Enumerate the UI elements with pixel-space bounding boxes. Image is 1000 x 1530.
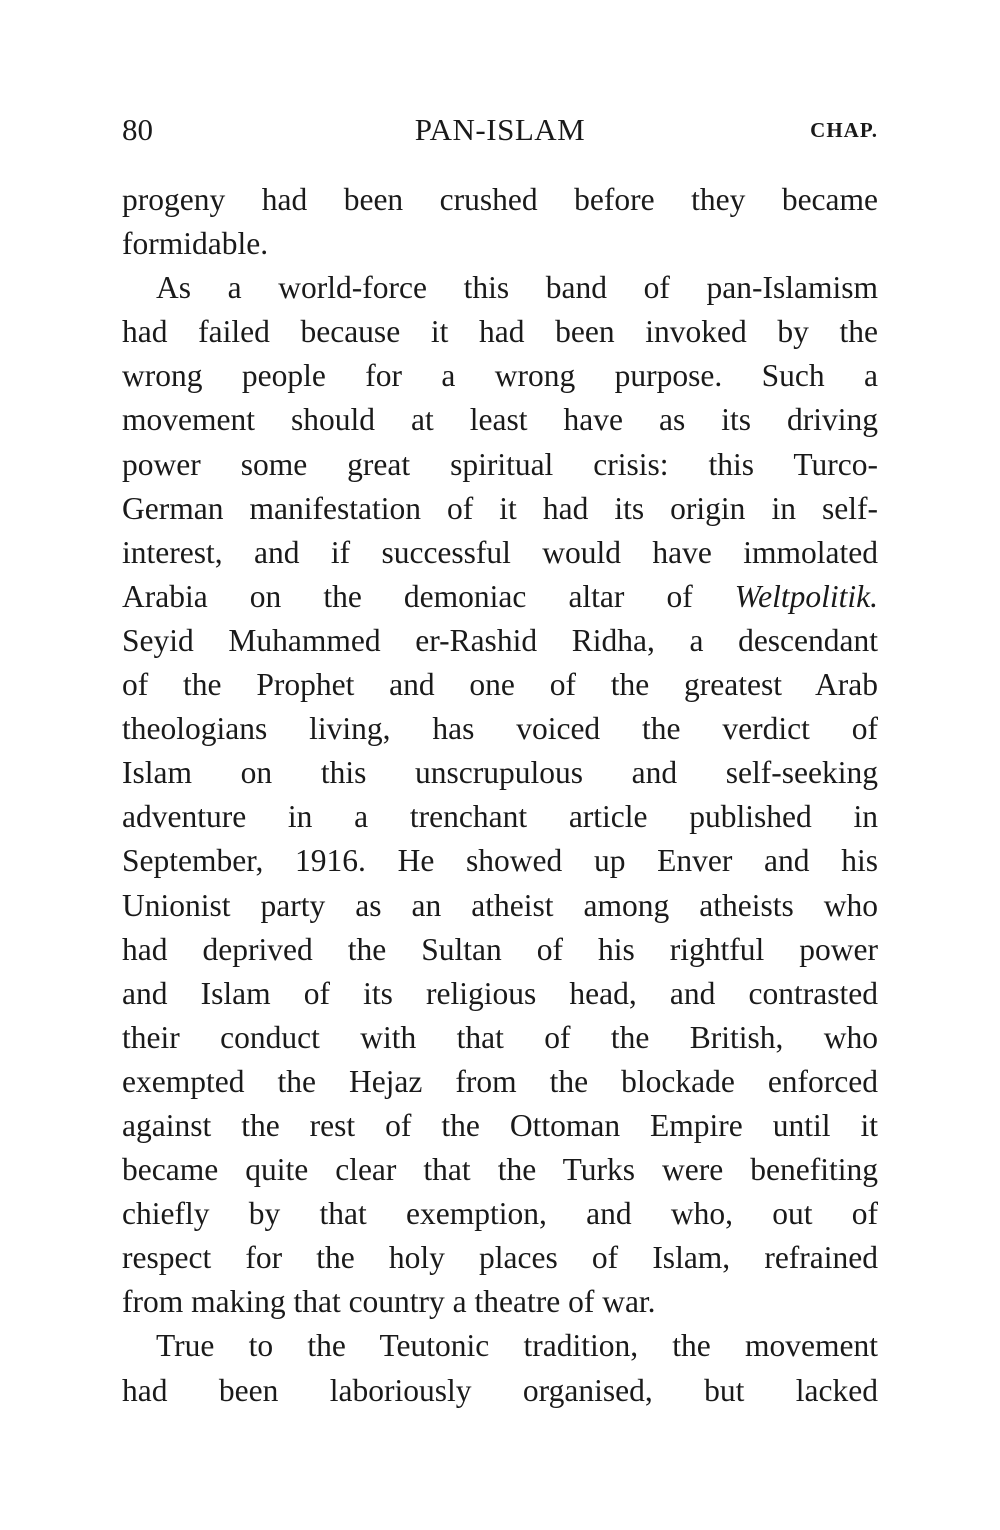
text-line: Seyid Muhammed er-Rashid Ridha, a descendant	[122, 622, 878, 658]
text-line: theologians living, has voiced the verdict of	[122, 711, 878, 747]
text-line: their conduct with that of the British, who	[122, 1019, 878, 1055]
text-line: True to the Teutonic tradition, the movement	[156, 1328, 878, 1364]
text-line: exempted the Hejaz from the blockade enforced	[122, 1063, 878, 1099]
text-line: respect for the holy places of Islam, refrained	[122, 1240, 878, 1276]
text-line: Unionist party as an atheist among atheists who	[122, 887, 878, 923]
chapter-label: CHAP.	[810, 118, 878, 142]
text-line: against the rest of the Ottoman Empire until it	[122, 1107, 878, 1143]
text-line: from making that country a theatre of war.	[122, 1284, 656, 1320]
text-line: progeny had been crushed before they became	[122, 182, 878, 217]
text-line: chiefly by that exemption, and who, out of	[122, 1196, 878, 1232]
text-line: formidable.	[122, 226, 269, 262]
text-line: interest, and if successful would have immolated	[122, 534, 878, 570]
page-header	[122, 112, 878, 156]
text-line	[122, 575, 878, 619]
text-line: movement should at least have as its driving	[122, 402, 878, 438]
italic-term: Weltpolitik.	[734, 578, 878, 614]
text-line: German manifestation of it had its origin in self-	[122, 490, 878, 526]
body-text	[122, 178, 878, 1413]
text-line: wrong people for a wrong purpose. Such a	[122, 358, 878, 394]
text-segment: Arabia on the demoniac altar of	[122, 578, 735, 614]
text-line: September, 1916. He showed up Enver and his	[122, 843, 878, 879]
text-line: became quite clear that the Turks were benefiting	[122, 1152, 878, 1188]
text-line: had been laboriously organised, but lacked	[122, 1372, 878, 1408]
text-line: adventure in a trenchant article published in	[122, 799, 878, 835]
text-line: had deprived the Sultan of his rightful power	[122, 931, 878, 967]
running-title: PAN-ISLAM	[414, 112, 586, 147]
text-line: had failed because it had been invoked by the	[122, 314, 878, 350]
text-line: of the Prophet and one of the greatest Arab	[122, 667, 878, 703]
text-line: power some great spiritual crisis: this Turco-	[122, 446, 878, 482]
page-number: 80	[122, 112, 153, 147]
text-line: Islam on this unscrupulous and self-seeking	[122, 755, 878, 791]
text-line: and Islam of its religious head, and contrasted	[122, 975, 878, 1011]
text-line: As a world-force this band of pan-Islamism	[156, 270, 878, 306]
